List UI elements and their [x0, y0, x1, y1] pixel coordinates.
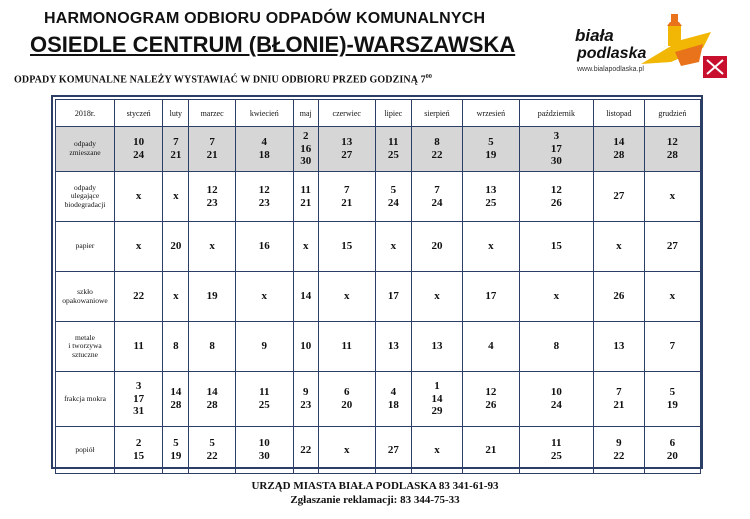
waste-type-label: szkło opakowaniowe	[56, 272, 115, 322]
pickup-dates-cell: x	[163, 272, 189, 322]
pickup-dates-cell: x	[318, 427, 375, 474]
title-line-2: OSIEDLE CENTRUM (BŁONIE)-WARSZAWSKA	[30, 32, 516, 57]
pickup-dates-cell: 13	[593, 322, 644, 372]
pickup-dates-cell: 14 28	[593, 127, 644, 172]
logo-text-podlaska: podlaska	[577, 45, 647, 62]
pickup-dates-cell: 5 24	[375, 172, 411, 222]
footer-office-phone: URZĄD MIASTA BIAŁA PODLASKA 83 341-61-93	[251, 480, 499, 492]
pickup-dates-cell: x	[462, 222, 519, 272]
waste-type-row	[56, 322, 701, 372]
collection-note-sup: 00	[425, 74, 432, 80]
pickup-dates-cell: 13	[375, 322, 411, 372]
month-header: wrzesień	[462, 100, 519, 127]
pickup-dates-cell: 12 26	[519, 172, 593, 222]
pickup-dates-cell: 8	[163, 322, 189, 372]
pickup-dates-cell: 1 14 29	[412, 372, 463, 427]
pickup-dates-cell: 5 19	[644, 372, 700, 427]
month-header: luty	[163, 100, 189, 127]
pickup-dates-cell: 12 23	[189, 172, 236, 222]
pickup-dates-cell: 12 28	[644, 127, 700, 172]
footer-complaints-phone: Zgłaszanie reklamacji: 83 344-75-33	[290, 494, 460, 506]
pickup-dates-cell: 5 19	[462, 127, 519, 172]
pickup-dates-cell: 7 21	[189, 127, 236, 172]
city-logo	[573, 12, 733, 82]
town-hall-emblem-icon	[641, 12, 731, 82]
month-header: styczeń	[115, 100, 163, 127]
waste-type-label: metale i tworzywa sztuczne	[56, 322, 115, 372]
pickup-dates-cell: 11 25	[519, 427, 593, 474]
pickup-dates-cell: 11 21	[293, 172, 318, 222]
pickup-dates-cell: 20	[412, 222, 463, 272]
month-header: lipiec	[375, 100, 411, 127]
waste-type-label: popiół	[56, 427, 115, 474]
schedule-table	[55, 99, 701, 474]
pickup-dates-cell: x	[644, 172, 700, 222]
pickup-dates-cell: 14 28	[163, 372, 189, 427]
pickup-dates-cell: 7 21	[593, 372, 644, 427]
waste-type-label: odpady zmieszane	[56, 127, 115, 172]
pickup-dates-cell: 7 21	[318, 172, 375, 222]
pickup-dates-cell: 7 21	[163, 127, 189, 172]
month-header: listopad	[593, 100, 644, 127]
pickup-dates-cell: 4 18	[235, 127, 293, 172]
pickup-dates-cell: 10 24	[115, 127, 163, 172]
waste-type-row	[56, 272, 701, 322]
month-header: sierpień	[412, 100, 463, 127]
pickup-dates-cell: 15	[519, 222, 593, 272]
pickup-dates-cell: x	[644, 272, 700, 322]
month-header: marzec	[189, 100, 236, 127]
pickup-dates-cell: 2 15	[115, 427, 163, 474]
schedule-body	[56, 127, 701, 474]
pickup-dates-cell: 14 28	[189, 372, 236, 427]
pickup-dates-cell: x	[189, 222, 236, 272]
pickup-dates-cell: 27	[375, 427, 411, 474]
pickup-dates-cell: 9 23	[293, 372, 318, 427]
pickup-dates-cell: x	[115, 222, 163, 272]
pickup-dates-cell: x	[593, 222, 644, 272]
waste-type-row	[56, 127, 701, 172]
pickup-dates-cell: 10 24	[519, 372, 593, 427]
pickup-dates-cell: 4 18	[375, 372, 411, 427]
month-header: grudzień	[644, 100, 700, 127]
waste-type-label: frakcja mokra	[56, 372, 115, 427]
pickup-dates-cell: 27	[593, 172, 644, 222]
pickup-dates-cell: 22	[115, 272, 163, 322]
pickup-dates-cell: 12 26	[462, 372, 519, 427]
pickup-dates-cell: x	[235, 272, 293, 322]
pickup-dates-cell: 3 17 30	[519, 127, 593, 172]
pickup-dates-cell: x	[412, 272, 463, 322]
pickup-dates-cell: 22	[293, 427, 318, 474]
pickup-dates-cell: 14	[293, 272, 318, 322]
pickup-dates-cell: 16	[235, 222, 293, 272]
pickup-dates-cell: 10	[293, 322, 318, 372]
pickup-dates-cell: 7 24	[412, 172, 463, 222]
pickup-dates-cell: x	[115, 172, 163, 222]
waste-type-row	[56, 222, 701, 272]
pickup-dates-cell: 7	[644, 322, 700, 372]
month-header-row	[56, 100, 701, 127]
pickup-dates-cell: 8	[519, 322, 593, 372]
waste-type-row	[56, 372, 701, 427]
pickup-dates-cell: 10 30	[235, 427, 293, 474]
month-header: maj	[293, 100, 318, 127]
title-line-1: HARMONOGRAM ODBIORU ODPADÓW KOMUNALNYCH	[44, 10, 486, 27]
pickup-dates-cell: 17	[375, 272, 411, 322]
pickup-dates-cell: 6 20	[318, 372, 375, 427]
pickup-dates-cell: x	[375, 222, 411, 272]
pickup-dates-cell: 11	[318, 322, 375, 372]
pickup-dates-cell: x	[412, 427, 463, 474]
pickup-dates-cell: 2 16 30	[293, 127, 318, 172]
waste-type-label: papier	[56, 222, 115, 272]
pickup-dates-cell: 13 25	[462, 172, 519, 222]
pickup-dates-cell: 13 27	[318, 127, 375, 172]
pickup-dates-cell: 11	[115, 322, 163, 372]
pickup-dates-cell: 27	[644, 222, 700, 272]
waste-type-label: odpady ulegające biodegradacji	[56, 172, 115, 222]
pickup-dates-cell: 11 25	[375, 127, 411, 172]
pickup-dates-cell: x	[318, 272, 375, 322]
pickup-dates-cell: 8 22	[412, 127, 463, 172]
pickup-dates-cell: 3 17 31	[115, 372, 163, 427]
month-header: październik	[519, 100, 593, 127]
pickup-dates-cell: 17	[462, 272, 519, 322]
corner-cell: 2018r.	[56, 100, 115, 127]
pickup-dates-cell: 6 20	[644, 427, 700, 474]
pickup-dates-cell: 4	[462, 322, 519, 372]
pickup-dates-cell: 20	[163, 222, 189, 272]
pickup-dates-cell: 9 22	[593, 427, 644, 474]
pickup-dates-cell: x	[163, 172, 189, 222]
month-header: czerwiec	[318, 100, 375, 127]
pickup-dates-cell: x	[519, 272, 593, 322]
schedule-frame	[51, 95, 703, 469]
waste-type-row	[56, 172, 701, 222]
month-header: kwiecień	[235, 100, 293, 127]
pickup-dates-cell: 8	[189, 322, 236, 372]
pickup-dates-cell: 5 19	[163, 427, 189, 474]
pickup-dates-cell: 5 22	[189, 427, 236, 474]
pickup-dates-cell: 26	[593, 272, 644, 322]
collection-note-text: ODPADY KOMUNALNE NALEŻY WYSTAWIAĆ W DNIU ODBIORU PRZED GODZINĄ 7	[14, 74, 426, 86]
pickup-dates-cell: 11 25	[235, 372, 293, 427]
pickup-dates-cell: 19	[189, 272, 236, 322]
pickup-dates-cell: 13	[412, 322, 463, 372]
logo-text-biala: biała	[575, 26, 614, 45]
collection-note	[14, 74, 432, 85]
pickup-dates-cell: 21	[462, 427, 519, 474]
pickup-dates-cell: 12 23	[235, 172, 293, 222]
waste-type-row	[56, 427, 701, 474]
pickup-dates-cell: 15	[318, 222, 375, 272]
pickup-dates-cell: x	[293, 222, 318, 272]
logo-url: www.bialapodlaska.pl	[577, 66, 644, 73]
pickup-dates-cell: 9	[235, 322, 293, 372]
